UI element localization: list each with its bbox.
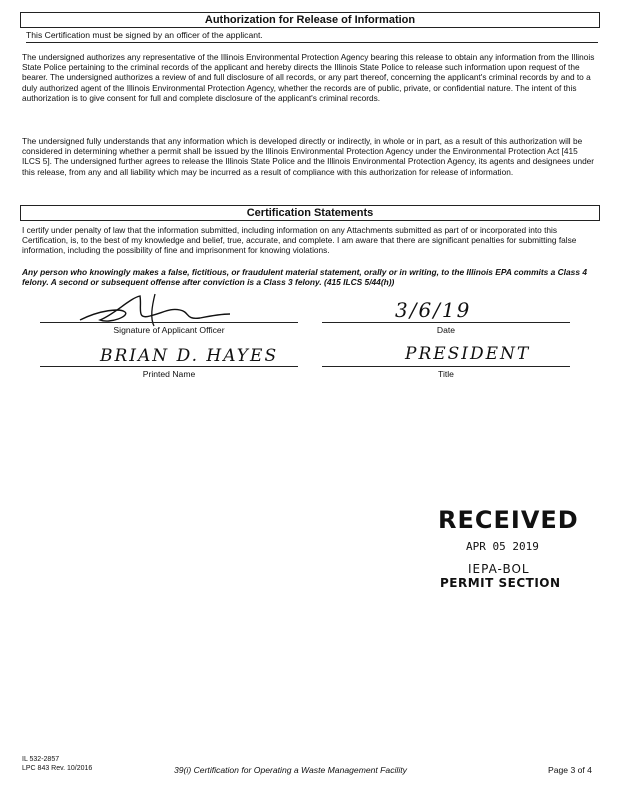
received-office: IEPA-BOL — [468, 562, 530, 576]
certification-statement: I certify under penalty of law that the information submitted, including information on any Attachments submitted as part of or incorporated into this Certification, is, to the best of my knowledge and belief, true, accurate, and complete. I am aware that there are significant penalties for submitting false information, including the possibility of fine and imprisonment for knowing violations. — [22, 225, 577, 256]
felony-warning: Any person who knowingly makes a false, fictitious, or fraudulent material statement, orally or in writing, to the Illinois EPA commits a Class 4 felony. A second or subsequent offense after conviction is a Class 3 felony. (415 ILCS 5/44(h)) — [22, 267, 587, 288]
printed-name-value: BRIAN D. HAYES — [100, 346, 279, 366]
received-stamp: RECEIVED — [438, 506, 579, 534]
title-line — [322, 366, 570, 367]
authorization-paragraph-2: The undersigned fully understands that any information which is developed directly or indirectly, in whole or in part, as a result of this authorization will be considered in determining whether a permit shall be issued by the Illinois Environmental Protection Agency under the Environmental Protection Act [415 ILCS 5]. The undersigned further agrees to release the Illinois State Police and the Illinois Environmental Protection Agency, its agents and designees under this release, from any and all liability which may be incurred as a result of compliance with this authorization for release of information. — [22, 136, 595, 177]
signature-caption: Signature of Applicant Officer — [113, 325, 225, 335]
received-section: PERMIT SECTION — [440, 576, 561, 590]
date-caption: Date — [436, 325, 456, 335]
printed-name-caption: Printed Name — [142, 369, 196, 379]
title-value: PRESIDENT — [405, 344, 531, 364]
authorization-header: Authorization for Release of Information — [20, 12, 600, 28]
form-id: IL 532-2857 — [22, 756, 60, 763]
applicant-signature — [70, 290, 240, 330]
form-revision: LPC 843 Rev. 10/2016 — [22, 765, 93, 772]
printed-name-line — [40, 366, 298, 367]
officer-signature-note: This Certification must be signed by an officer of the applicant. — [26, 30, 598, 43]
signature-line — [40, 322, 298, 323]
date-value: 3/6/19 — [395, 298, 472, 322]
title-caption: Title — [438, 369, 454, 379]
date-line — [322, 322, 570, 323]
page-number: Page 3 of 4 — [548, 765, 592, 775]
received-date: APR 05 2019 — [466, 540, 539, 553]
form-title: 39(i) Certification for Operating a Waste Management Facility — [174, 765, 407, 775]
authorization-paragraph-1: The undersigned authorizes any representative of the Illinois Environmental Protection Agency bearing this release to obtain any information from the Illinois State Police pertaining to the criminal records of the applicant and hereby directs the Illinois State Police to release such information upon request of the bearer. The undersigned authorizes a review of and full disclosure of all records, or any part thereof, concerning the applicant's criminal records by and to a duly authorized agent of the Illinois Environmental Protection Agency, whether the records are of public, private, or confidential nature. The intent of this authorization is to give consent for full and complete disclosure of the applicant's criminal records. — [22, 52, 595, 103]
certification-header: Certification Statements — [20, 205, 600, 221]
